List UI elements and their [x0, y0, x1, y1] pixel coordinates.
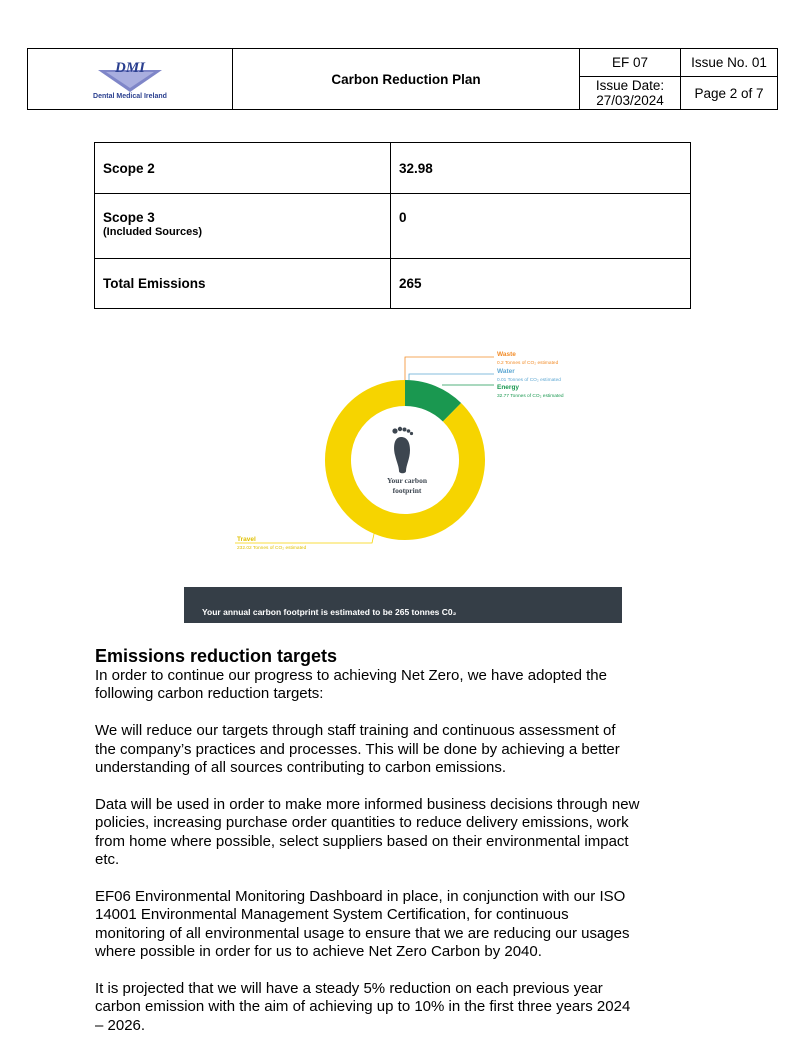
footprint-icon [392, 427, 413, 473]
waste-value: 0.2 Tonnes of CO₂ estimated [497, 361, 559, 366]
water-value: 0.01 Tonnes of CO₂ estimated [497, 378, 561, 383]
paragraph: EF06 Environmental Monitoring Dashboard in place, in conjunction with our ISO 14001 Environmental Management System Certification, for continuous monitoring of all environmental usage to ensure that we are reducing our usages where possible in order for us to achieve Net Zero Carbon by 2040. [95, 887, 630, 961]
water-label: Water [497, 368, 515, 375]
paragraph: Data will be used in order to make more informed business decisions through new policies, increasing purchase order quantities to reduce delivery emissions, work from home where possible, select suppliers based on their environmental impact etc. [95, 795, 640, 869]
travel-value: 232.02 Tonnes of CO₂ estimated [237, 546, 307, 551]
dmi-logo-icon [92, 58, 168, 92]
table-row [95, 194, 691, 259]
logo [28, 49, 233, 109]
issue-date: 27/03/2024 [596, 93, 664, 108]
travel-leader-line [235, 525, 376, 543]
center-label-2: footprint [392, 486, 422, 495]
document-header [27, 48, 778, 110]
issue-date-label: Issue Date: [595, 78, 665, 93]
section-heading: Emissions reduction targets [95, 646, 338, 666]
document-code: EF 07 [580, 49, 681, 77]
banner-text: Your annual carbon footprint is estimated to be 265 tonnes C0₂ [202, 607, 457, 617]
logo-text: Dental Medical Ireland [93, 93, 167, 100]
water-leader-line [409, 374, 494, 380]
center-label-1: Your carbon [386, 476, 428, 485]
issue-date-cell [580, 77, 681, 109]
row-label: Total Emissions [95, 259, 391, 309]
donut-segment-energy [405, 393, 452, 412]
footprint-banner [184, 587, 622, 623]
page-number: Page 2 of 7 [694, 85, 764, 101]
row-value: 32.98 [391, 143, 691, 194]
row-sublabel: (Included Sources) [103, 226, 203, 238]
waste-label: Waste [497, 351, 516, 358]
row-value: 0 [391, 194, 691, 259]
table-row [95, 259, 691, 309]
energy-value: 32.77 Tonnes of CO₂ estimated [497, 394, 564, 399]
issue-number: Issue No. 01 [681, 49, 777, 77]
travel-label: Travel [237, 536, 256, 543]
row-label: Scope 3 [103, 210, 155, 225]
paragraph: We will reduce our targets through staff training and continuous assessment of the company’s practices and processes. This will be done by achieving a better understanding of all sources contributing to carbon emissions. [95, 722, 620, 777]
document-title: Carbon Reduction Plan [233, 49, 580, 109]
emissions-table [94, 142, 691, 309]
row-value: 265 [391, 259, 691, 309]
table-row [95, 143, 691, 194]
row-label-cell [95, 194, 391, 259]
paragraph: In order to continue our progress to achieving Net Zero, we have adopted the following carbon reduction targets: [95, 667, 607, 703]
emissions-targets-section [95, 645, 640, 1053]
energy-label: Energy [497, 384, 520, 391]
paragraph: It is projected that we will have a steady 5% reduction on each previous year carbon emission with the aim of achieving up to 10% in the first three years 2024 – 2026. [95, 979, 631, 1034]
row-label: Scope 2 [95, 143, 391, 194]
carbon-footprint-chart [180, 345, 623, 625]
waste-leader-line [405, 357, 494, 380]
logo-mark: DMI [114, 60, 146, 76]
